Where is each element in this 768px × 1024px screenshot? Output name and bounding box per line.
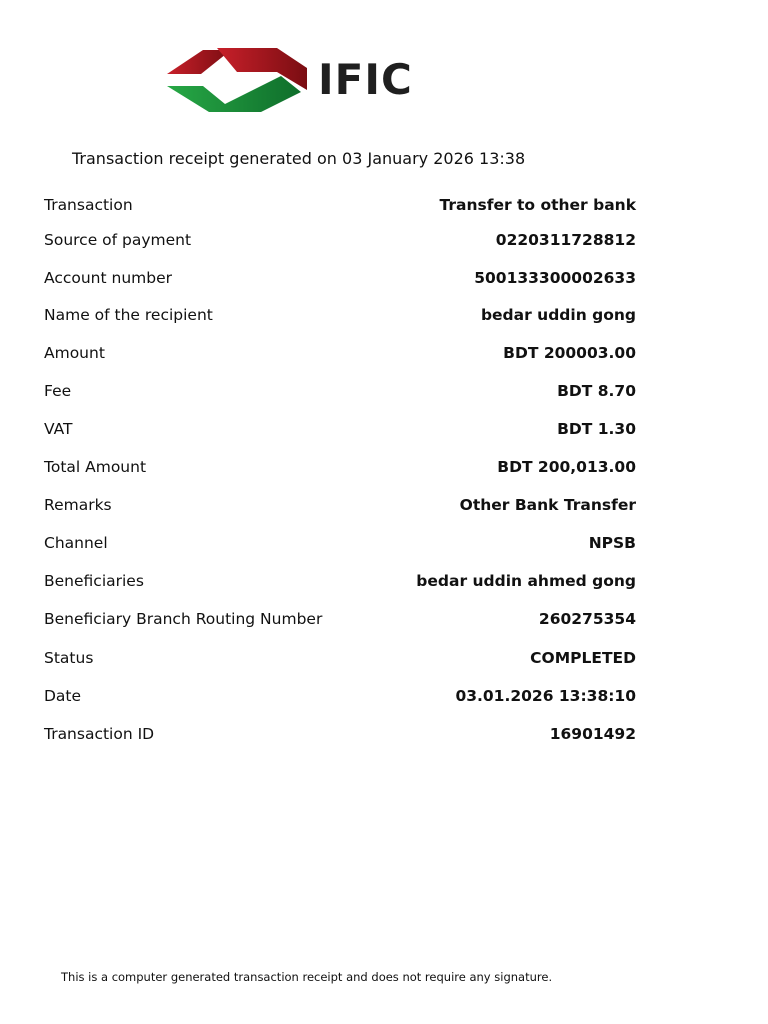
receipt-title: Transaction receipt generated on 03 January 2026 13:38 — [72, 149, 526, 168]
ific-logo — [165, 46, 435, 114]
vat-value: BDT 1.30 — [557, 420, 636, 438]
transaction-label: Transaction — [44, 196, 133, 214]
vat-label: VAT — [44, 420, 73, 438]
total-amount-value: BDT 200,013.00 — [497, 458, 636, 476]
source-of-payment-label: Source of payment — [44, 231, 192, 249]
recipient-name-value: bedar uddin gong — [480, 306, 636, 324]
total-amount-label: Total Amount — [44, 458, 147, 476]
fee-value: BDT 8.70 — [557, 382, 636, 400]
amount-label: Amount — [44, 344, 105, 362]
routing-number-value: 260275354 — [538, 610, 636, 628]
ific-logo-text: IFIC — [318, 55, 413, 104]
beneficiaries-label: Beneficiaries — [44, 572, 144, 590]
channel-label: Channel — [44, 534, 108, 552]
routing-number-label: Beneficiary Branch Routing Number — [44, 610, 323, 628]
account-number-value: 500133300002633 — [474, 269, 636, 287]
status-value: COMPLETED — [530, 649, 636, 667]
status-label: Status — [44, 649, 94, 667]
ific-logo-mark-icon — [165, 46, 310, 114]
recipient-name-label: Name of the recipient — [44, 306, 213, 324]
footer-note: This is a computer generated transaction receipt and does not require any signature. — [61, 970, 553, 984]
channel-value: NPSB — [588, 534, 636, 552]
fee-label: Fee — [44, 382, 72, 400]
transaction-id-value: 16901492 — [549, 725, 636, 743]
remarks-label: Remarks — [44, 496, 112, 514]
date-label: Date — [44, 687, 82, 705]
amount-value: BDT 200003.00 — [503, 344, 636, 362]
transaction-value: Transfer to other bank — [439, 196, 636, 214]
transaction-id-label: Transaction ID — [44, 725, 155, 743]
source-of-payment-value: 0220311728812 — [495, 231, 636, 249]
beneficiaries-value: bedar uddin ahmed gong — [416, 572, 636, 590]
date-value: 03.01.2026 13:38:10 — [455, 687, 636, 705]
account-number-label: Account number — [44, 269, 173, 287]
remarks-value: Other Bank Transfer — [459, 496, 636, 514]
